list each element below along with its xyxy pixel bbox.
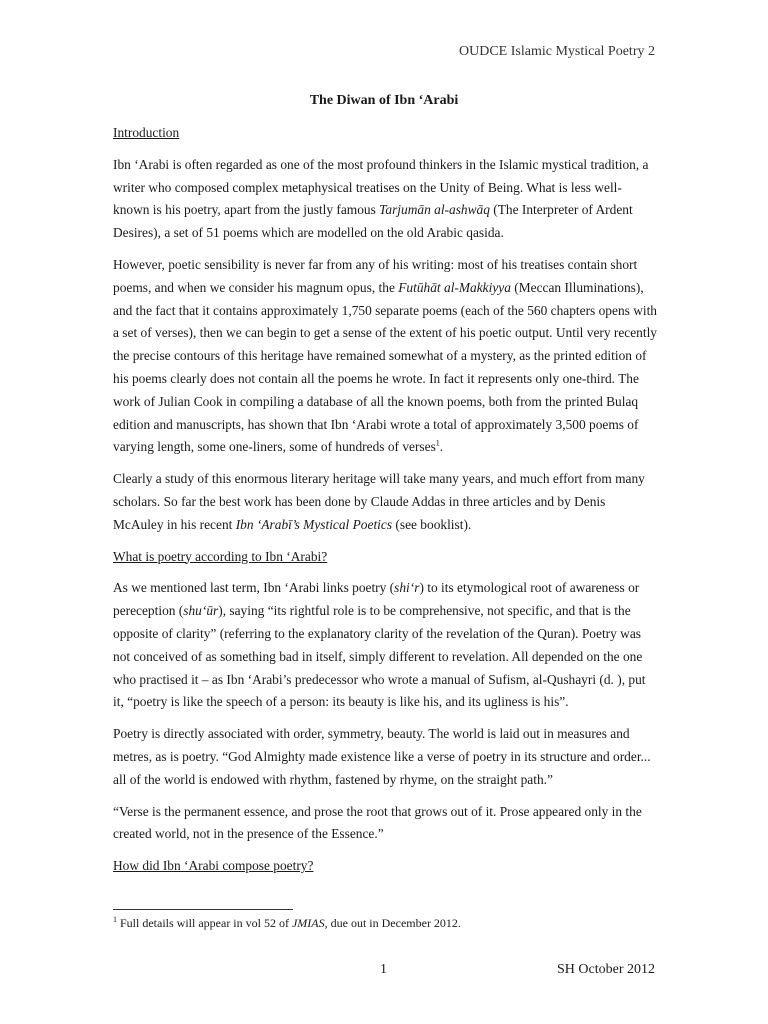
paragraph-4-italic-2: shu‘ūr [183, 603, 219, 619]
document-title: The Diwan of Ibn ‘Arabi [309, 93, 459, 108]
footer-date: SH October 2012 [557, 962, 655, 977]
section-heading-poetry: What is poetry according to Ibn ‘Arabi? [113, 548, 328, 564]
paragraph-1 [113, 154, 658, 245]
paragraph-4-text-a: As we mentioned last term, Ibn ‘Arabi links poetry ( [113, 580, 395, 596]
paragraph-3-text-b: (see booklist). [392, 516, 472, 532]
running-header: OUDCE Islamic Mystical Poetry 2 [459, 44, 655, 59]
section-heading-compose: How did Ibn ‘Arabi compose poetry? [113, 858, 314, 874]
paragraph-4-italic-1: shi‘r [394, 580, 420, 596]
paragraph-4 [113, 577, 658, 714]
paragraph-2-text-c: . [439, 439, 444, 455]
paragraph-5: Poetry is directly associated with order, symmetry, beauty. The world is laid out in measures and metres, as is poetry. “God Almighty made existence like a verse of poetry in its structure and order... all of the world is endowed with rhythm, fastened by rhyme, on the straight path.” [113, 726, 651, 787]
paragraph-1-text-b: (The Interpreter of Ardent Desires), a set of 51 poems which are modelled on the old Arabic qasida. [113, 202, 633, 241]
footnote-divider [113, 909, 293, 910]
paragraph-1-text-a: Ibn ‘Arabi is often regarded as one of the most profound thinkers in the Islamic mystical tradition, a writer who composed complex metaphysical treatises on the Unity of Being. What is less well-known is his poetry, apart from the justly famous [113, 156, 649, 218]
paragraph-2-text-b: (Meccan Illuminations), and the fact that it contains approximately 1,750 separate poems (each of the 560 chapters opens with a set of verses), then we can begin to get a sense of the extent of his poetic output. Until very recently the precise contours of this heritage have remained somewhat of a mystery, as the printed edition of his poems clearly does not contain all the poems he wrote. In fact it represents only one-third. The work of Julian Cook in compiling a database of all the known poems, both from the printed Bulaq edition and manuscripts, has shown that Ibn ‘Arabi wrote a total of approximately 3,500 poems of varying length, some one-liners, some of hundreds of verses [113, 279, 658, 455]
paragraph-3 [113, 468, 658, 536]
footnote-text-a: Full details will appear in vol 52 of [117, 916, 292, 930]
footnote-italic: JMIAS [291, 916, 325, 930]
document-body [113, 122, 658, 887]
paragraph-1-italic: Tarjumān al-ashwāq [379, 202, 490, 218]
section-heading-introduction: Introduction [113, 125, 180, 140]
paragraph-2-text-a: However, poetic sensibility is never far from any of his writing: most of his treatises contain short poems, and when we consider his magnum opus, the [113, 256, 638, 295]
paragraph-6: “Verse is the permanent essence, and prose the root that grows out of it. Prose appeared only in the created world, not in the presence of the Essence.” [113, 803, 642, 842]
footnote-marker: 1 [113, 915, 117, 924]
paragraph-4-text-b: ) to its etymological root of awareness or pereception ( [113, 580, 640, 619]
paragraph-4-text-c: ), saying “its rightful role is to be comprehensive, not specific, and that is the opposite of clarity” (referring to the explanatory clarity of the revelation of the Quran). Poetry was not conceived of as something bad in itself, simply different to revelation. All depended on the one who practised it – as Ibn ‘Arabi’s predecessor who wrote a manual of Sufism, al-Qushayri (d. ), put it, “poetry is like the speech of a person: its beauty is like his, and its ugliness is his”. [113, 603, 646, 710]
footnote-text-b: , due out in December 2012. [324, 916, 461, 930]
paragraph-3-italic: Ibn ‘Arabī’s Mystical Poetics [235, 516, 393, 532]
paragraph-2-italic: Futūhāt al-Makkiyya [398, 279, 511, 295]
paragraph-3-text-a: Clearly a study of this enormous literary heritage will take many years, and much effort from many scholars. So far the best work has been done by Claude Addas in three articles and by Denis McAuley in his recent [113, 471, 645, 532]
page-number: 1 [380, 962, 387, 977]
paragraph-2 [113, 254, 658, 459]
footnote [113, 914, 461, 932]
footnote-reference[interactable]: 1 [435, 438, 440, 448]
